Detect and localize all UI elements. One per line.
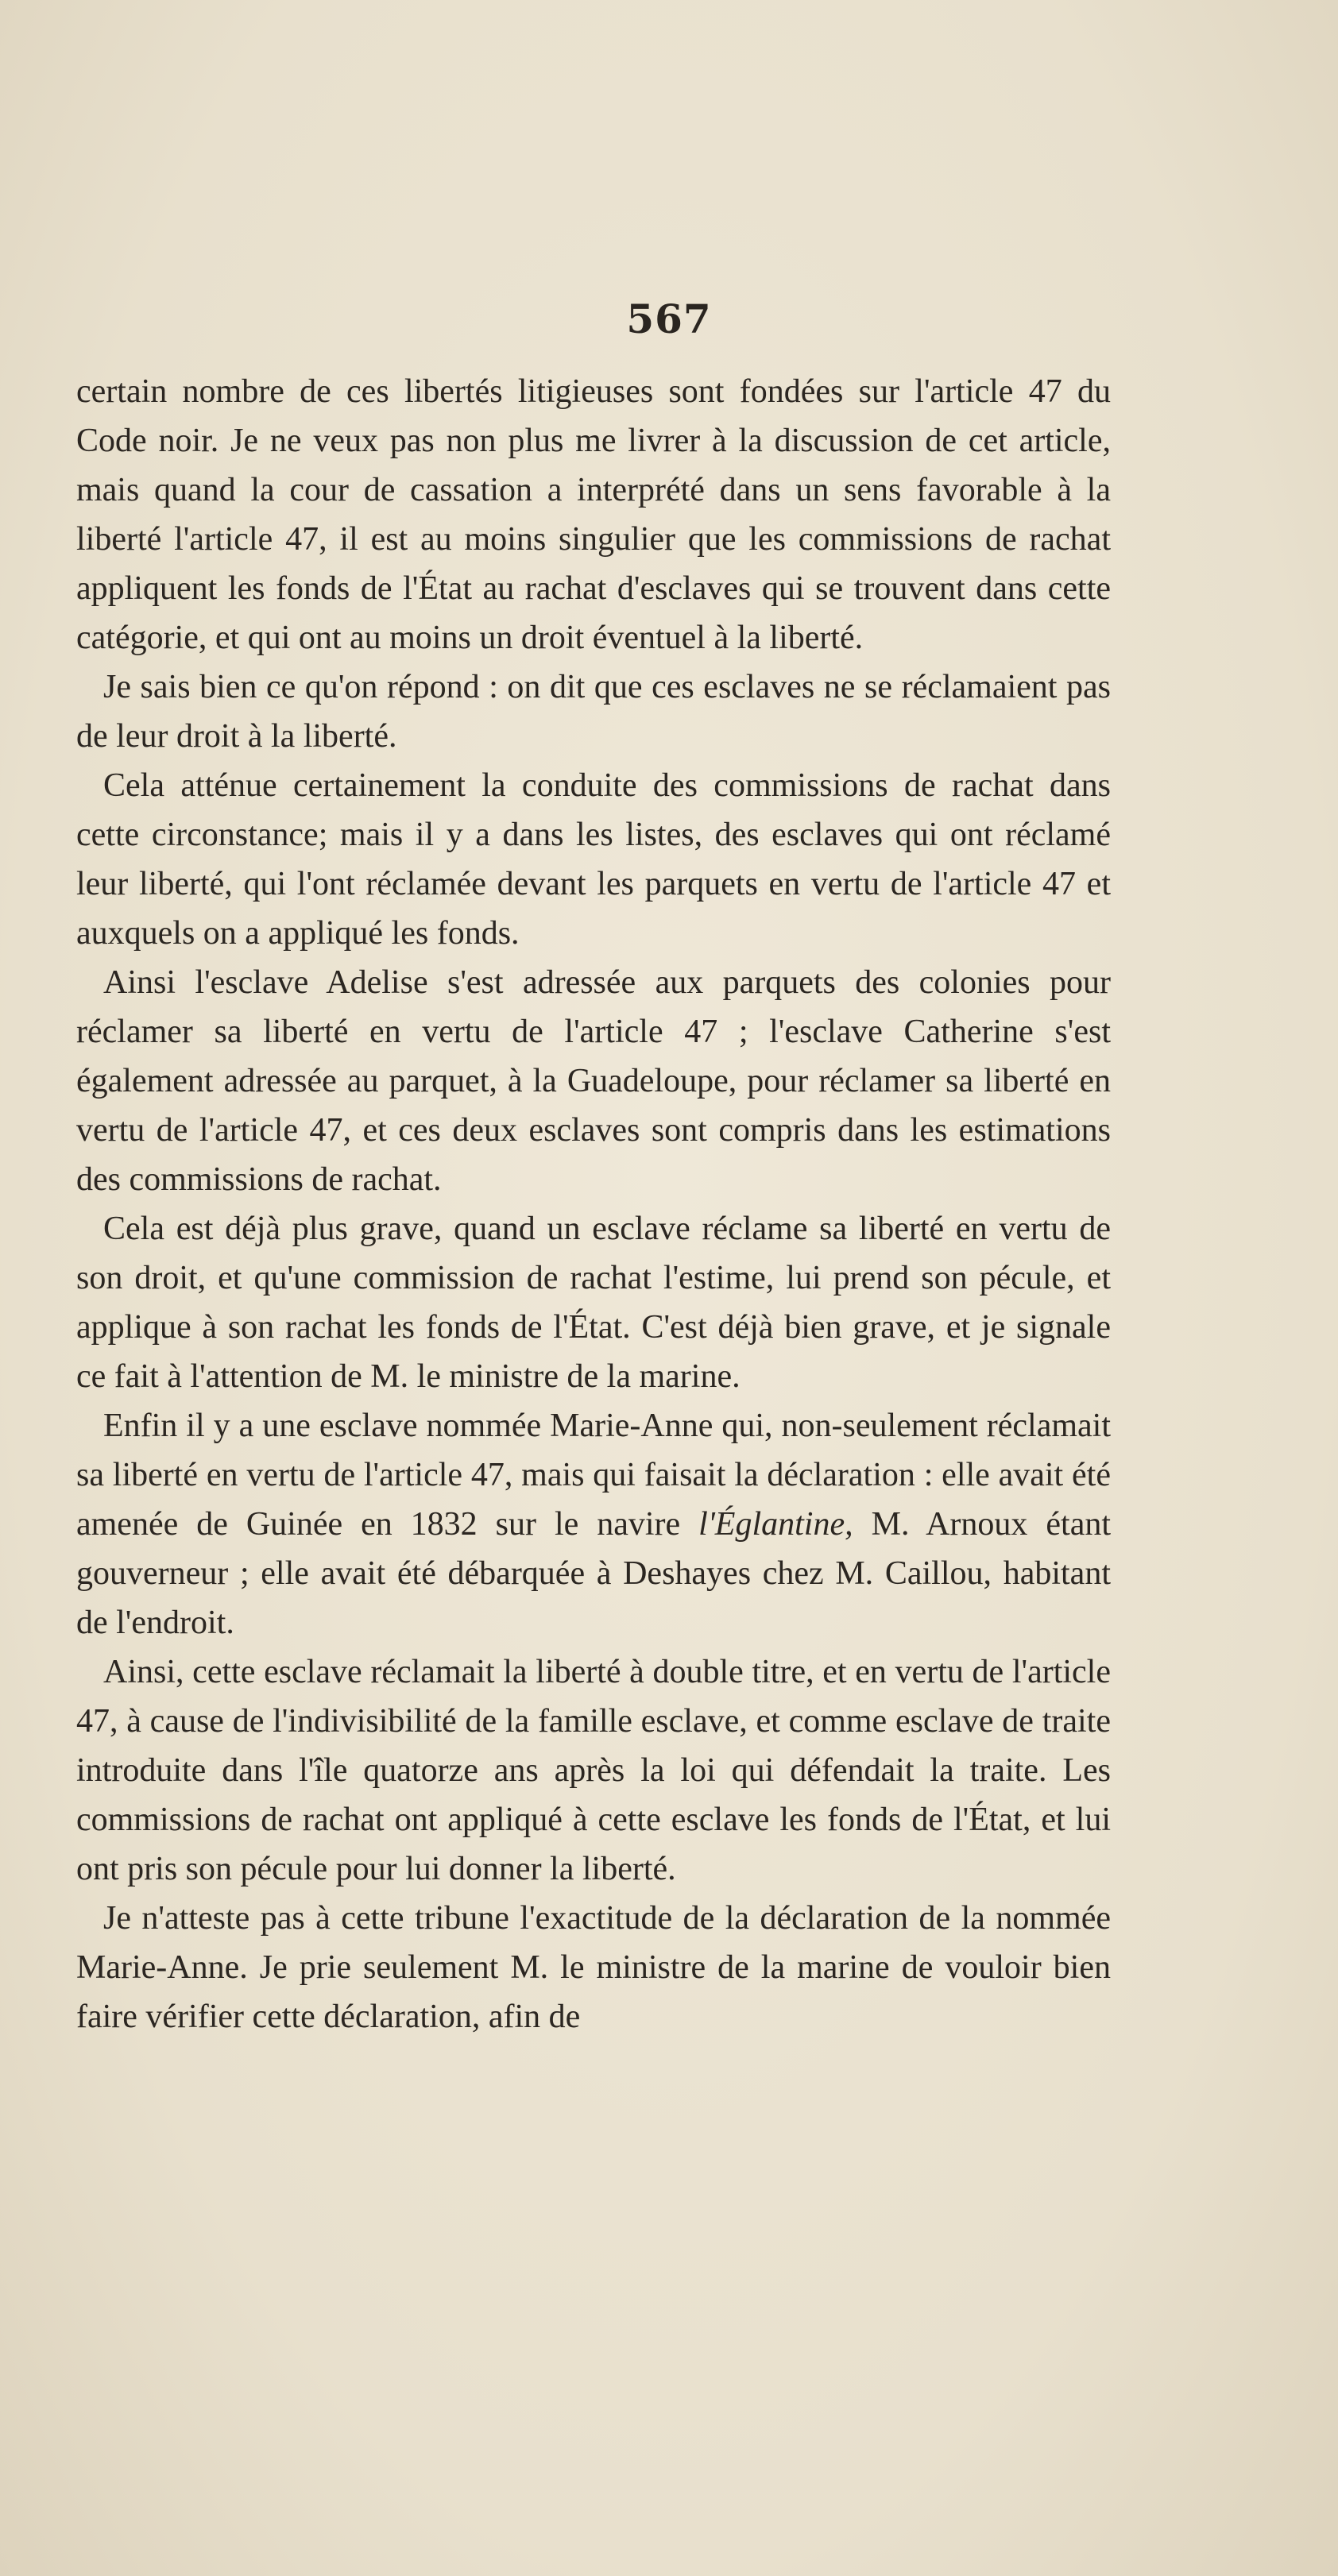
paragraph xyxy=(76,1401,1111,1647)
paragraph: Je n'atteste pas à cette tribune l'exactitude de la déclaration de la nommée Marie-Anne. Je prie seulement M. le ministre de la marine de vouloir bien faire vérifier cette déclaration, afin de xyxy=(76,1900,1111,2035)
page-number: 567 xyxy=(626,295,712,342)
paragraph-text: Enfin il y a une esclave nommée Marie-Anne qui, non-seulement réclamait sa liberté en vertu de l'article 47, mais qui faisait la déclaration : elle avait été amenée de Guinée en 1832 sur le navire xyxy=(76,1408,1111,1543)
body-text xyxy=(76,367,1111,2041)
paragraph: Ainsi l'esclave Adelise s'est adressée aux parquets des colonies pour réclamer sa liberté en vertu de l'article 47 ; l'esclave Catherine s'est également adressée au parquet, à la Guadeloupe, pour réclamer sa liberté en vertu de l'article 47, et ces deux esclaves sont compris dans les estimations des commissions de rachat. xyxy=(76,964,1111,1198)
paragraph: certain nombre de ces libertés litigieuses sont fondées sur l'article 47 du Code noir. Je ne veux pas non plus me livrer à la discussion de cet article, mais quand la cour de cassation a interprété dans un sens favorable à la liberté l'article 47, il est au moins singulier que les commissions de rachat appliquent les fonds de l'État au rachat d'esclaves qui se trouvent dans cette catégorie, et qui ont au moins un droit éventuel à la liberté. xyxy=(76,373,1111,656)
paragraph: Cela est déjà plus grave, quand un esclave réclame sa liberté en vertu de son droit, et qu'une commission de rachat l'estime, lui prend son pécule, et applique à son rachat les fonds de l'État. C'est déjà bien grave, et je signale ce fait à l'attention de M. le ministre de la marine. xyxy=(76,1211,1111,1395)
paragraph: Cela atténue certainement la conduite des commissions de rachat dans cette circonstance; mais il y a dans les listes, des esclaves qui ont réclamé leur liberté, qui l'ont réclamée devant les parquets en vertu de l'article 47 et auxquels on a appliqué les fonds. xyxy=(76,767,1111,952)
paragraph: Ainsi, cette esclave réclamait la liberté à double titre, et en vertu de l'article 47, à cause de l'indivisibilité de la famille esclave, et comme esclave de traite introduite dans l'île quatorze ans après la loi qui défendait la traite. Les commissions de rachat ont appliqué à cette esclave les fonds de l'État, et lui ont pris son pécule pour lui donner la liberté. xyxy=(76,1654,1111,1887)
ship-name: l'Églantine, xyxy=(698,1506,853,1543)
paragraph-text: M. Arnoux étant gouverneur ; elle avait été débarquée à Deshayes chez M. Caillou, habitant de l'endroit. xyxy=(76,1506,1112,1641)
paragraph: Je sais bien ce qu'on répond : on dit que ces esclaves ne se réclamaient pas de leur droit à la liberté. xyxy=(76,669,1111,755)
